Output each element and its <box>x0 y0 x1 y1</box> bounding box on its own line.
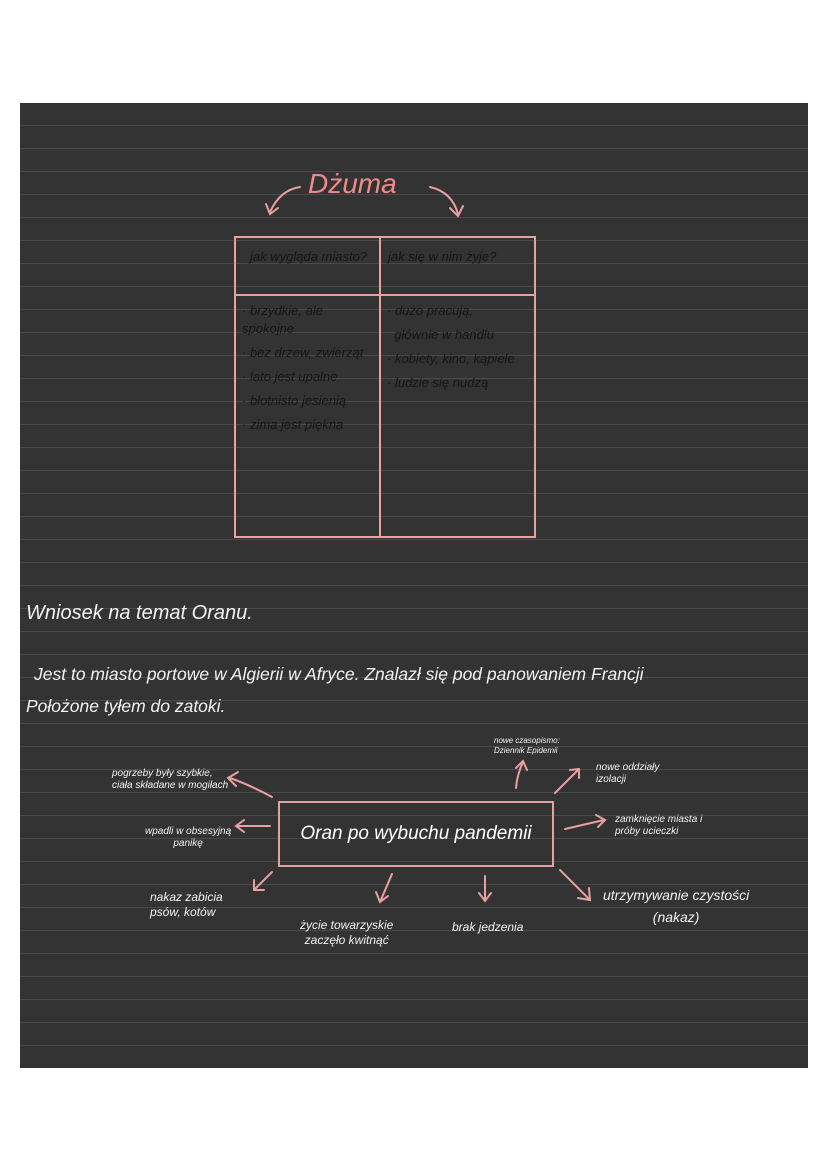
comparison-table <box>234 236 536 538</box>
arrow-panic <box>236 820 270 832</box>
list-item: lato jest upalne <box>249 369 338 384</box>
arrow-closure <box>565 815 605 829</box>
list-item: błotnisto jesienią <box>249 393 347 408</box>
arrow-cleanliness <box>560 870 590 900</box>
node-funerals: pogrzeby były szybkie, ciała składane w mogiłach <box>112 768 229 791</box>
node-food: brak jedzenia <box>452 920 524 934</box>
node-cleanliness: utrzymywanie czystości (nakaz) <box>603 887 750 925</box>
right-items: · dużo pracują, głównie w handlu · kobiety, kino, kąpiele · ludzie się nudzą <box>387 303 515 390</box>
list-item: głównie w handlu <box>394 327 494 342</box>
table-divider-vertical <box>379 238 381 536</box>
left-items: · brzydkie, ale spokojne · bez drzew, zwierząt · lato jest upalne · błotnisto jesienią · zima jest piękna <box>242 303 364 432</box>
list-item: kobiety, kino, kąpiele <box>394 351 515 366</box>
table-header-right: jak się w nim żyje? <box>388 249 497 264</box>
node-animals: nakaz zabicia psów, kotów <box>150 890 223 919</box>
node-social: życie towarzyskie zaczęło kwitnąć <box>300 918 394 947</box>
title-arrow-right <box>430 187 463 216</box>
arrow-animals <box>254 872 272 890</box>
title-arrow-left <box>266 187 300 214</box>
page-title: Dżuma <box>308 168 397 199</box>
conclusion-line-1: Jest to miasto portowe w Algierii w Afryce. Znalazł się pod panowaniem Francji <box>34 664 644 684</box>
list-item: brzydkie, ale spokojne <box>242 303 323 336</box>
table-divider-horizontal <box>236 294 534 296</box>
arrow-social <box>376 874 392 902</box>
arrow-isolation <box>555 769 579 793</box>
node-closure: zamknięcie miasta i próby ucieczki <box>615 814 703 837</box>
node-panic: wpadli w obsesyjną panikę <box>145 826 232 849</box>
list-item: dużo pracują, <box>394 303 474 318</box>
list-item: bez drzew, zwierząt <box>249 345 364 360</box>
node-newspaper: nowe czasopismo: Dziennik Epidemii <box>494 736 560 755</box>
conclusion-line-2: Położone tyłem do zatoki. <box>26 696 226 716</box>
mindmap-center: Oran po wybuchu pandemii <box>278 801 554 867</box>
node-isolation: nowe oddziały izolacji <box>596 762 660 785</box>
conclusion-heading: Wniosek na temat Oranu. <box>26 602 253 624</box>
arrow-newspaper <box>516 761 527 788</box>
list-item: zima jest piękna <box>249 417 344 432</box>
list-item: ludzie się nudzą <box>394 375 489 390</box>
arrow-funerals <box>228 772 272 797</box>
arrow-food <box>479 876 491 901</box>
table-header-left: jak wygląda miasto? <box>250 249 368 264</box>
